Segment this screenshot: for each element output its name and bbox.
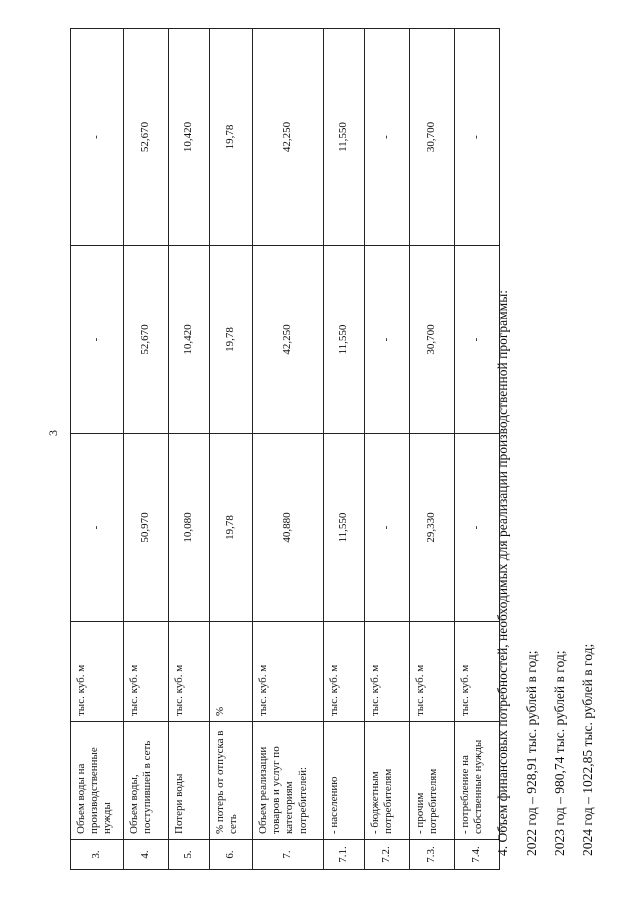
production-table [70,28,500,870]
row-unit: тыс. куб. м [124,622,169,722]
row-number: 7. [253,840,324,870]
row-number: 7.4. [455,840,500,870]
table-row [410,29,455,870]
row-value-2023: 19,78 [210,246,253,434]
row-value-2022: 29,330 [410,434,455,622]
row-number: 7.1. [324,840,365,870]
row-value-2024: 19,78 [210,29,253,246]
row-value-2024: - [365,29,410,246]
row-value-2023: 11,550 [324,246,365,434]
table-row [71,29,124,870]
row-value-2022: 50,970 [124,434,169,622]
rotated-sheet [40,25,600,870]
row-value-2022: 40,880 [253,434,324,622]
page-number: 3 [46,430,60,436]
row-unit: тыс. куб. м [365,622,410,722]
row-number: 5. [169,840,210,870]
row-unit: тыс. куб. м [71,622,124,722]
row-name: % потерь от отпуска в сеть [210,722,253,840]
table-row [124,29,169,870]
row-name: Объем воды на производственные нужды [71,722,124,840]
row-unit: тыс. куб. м [169,622,210,722]
row-number: 7.2. [365,840,410,870]
row-unit: тыс. куб. м [324,622,365,722]
row-value-2024: - [71,29,124,246]
row-value-2023: 52,670 [124,246,169,434]
row-number: 3. [71,840,124,870]
row-value-2023: - [365,246,410,434]
row-value-2024: 42,250 [253,29,324,246]
row-value-2022: 19,78 [210,434,253,622]
row-value-2023: 10,420 [169,246,210,434]
row-value-2022: - [365,434,410,622]
row-value-2024: 52,670 [124,29,169,246]
row-value-2023: - [71,246,124,434]
row-name: - населению [324,722,365,840]
row-name: Потери воды [169,722,210,840]
row-number: 6. [210,840,253,870]
row-name: - прочим потребителям [410,722,455,840]
table-row [210,29,253,870]
financing-line: 2024 год – 1022,85 тыс. рублей в год; [580,643,595,856]
section-heading: 4. Объем финансовых потребностей, необходимых для реализации производственной программы: [495,289,510,856]
row-name: - потребление на собственные нужды [455,722,500,840]
row-value-2023: 42,250 [253,246,324,434]
row-name: Объем воды, поступившей в сеть [124,722,169,840]
table-row [169,29,210,870]
row-unit: тыс. куб. м [455,622,500,722]
financing-line: 2023 год – 980,74 тыс. рублей в год; [552,650,567,856]
row-value-2022: 10,080 [169,434,210,622]
row-number: 7.3. [410,840,455,870]
row-value-2024: - [455,29,500,246]
row-value-2024: 11,550 [324,29,365,246]
row-value-2024: 10,420 [169,29,210,246]
row-value-2022: - [71,434,124,622]
row-unit: тыс. куб. м [253,622,324,722]
row-name: Объем реализации товаров и услуг по категориям потребителей: [253,722,324,840]
row-value-2023: 30,700 [410,246,455,434]
table-row [455,29,500,870]
row-value-2024: 30,700 [410,29,455,246]
row-unit: тыс. куб. м [410,622,455,722]
row-unit: % [210,622,253,722]
row-name: - бюджетным потребителям [365,722,410,840]
row-value-2022: 11,550 [324,434,365,622]
row-number: 4. [124,840,169,870]
table-row [324,29,365,870]
row-value-2023: - [455,246,500,434]
table-row [365,29,410,870]
row-value-2022: - [455,434,500,622]
table-row [253,29,324,870]
financing-line: 2022 год – 928,91 тыс. рублей в год; [524,650,539,856]
